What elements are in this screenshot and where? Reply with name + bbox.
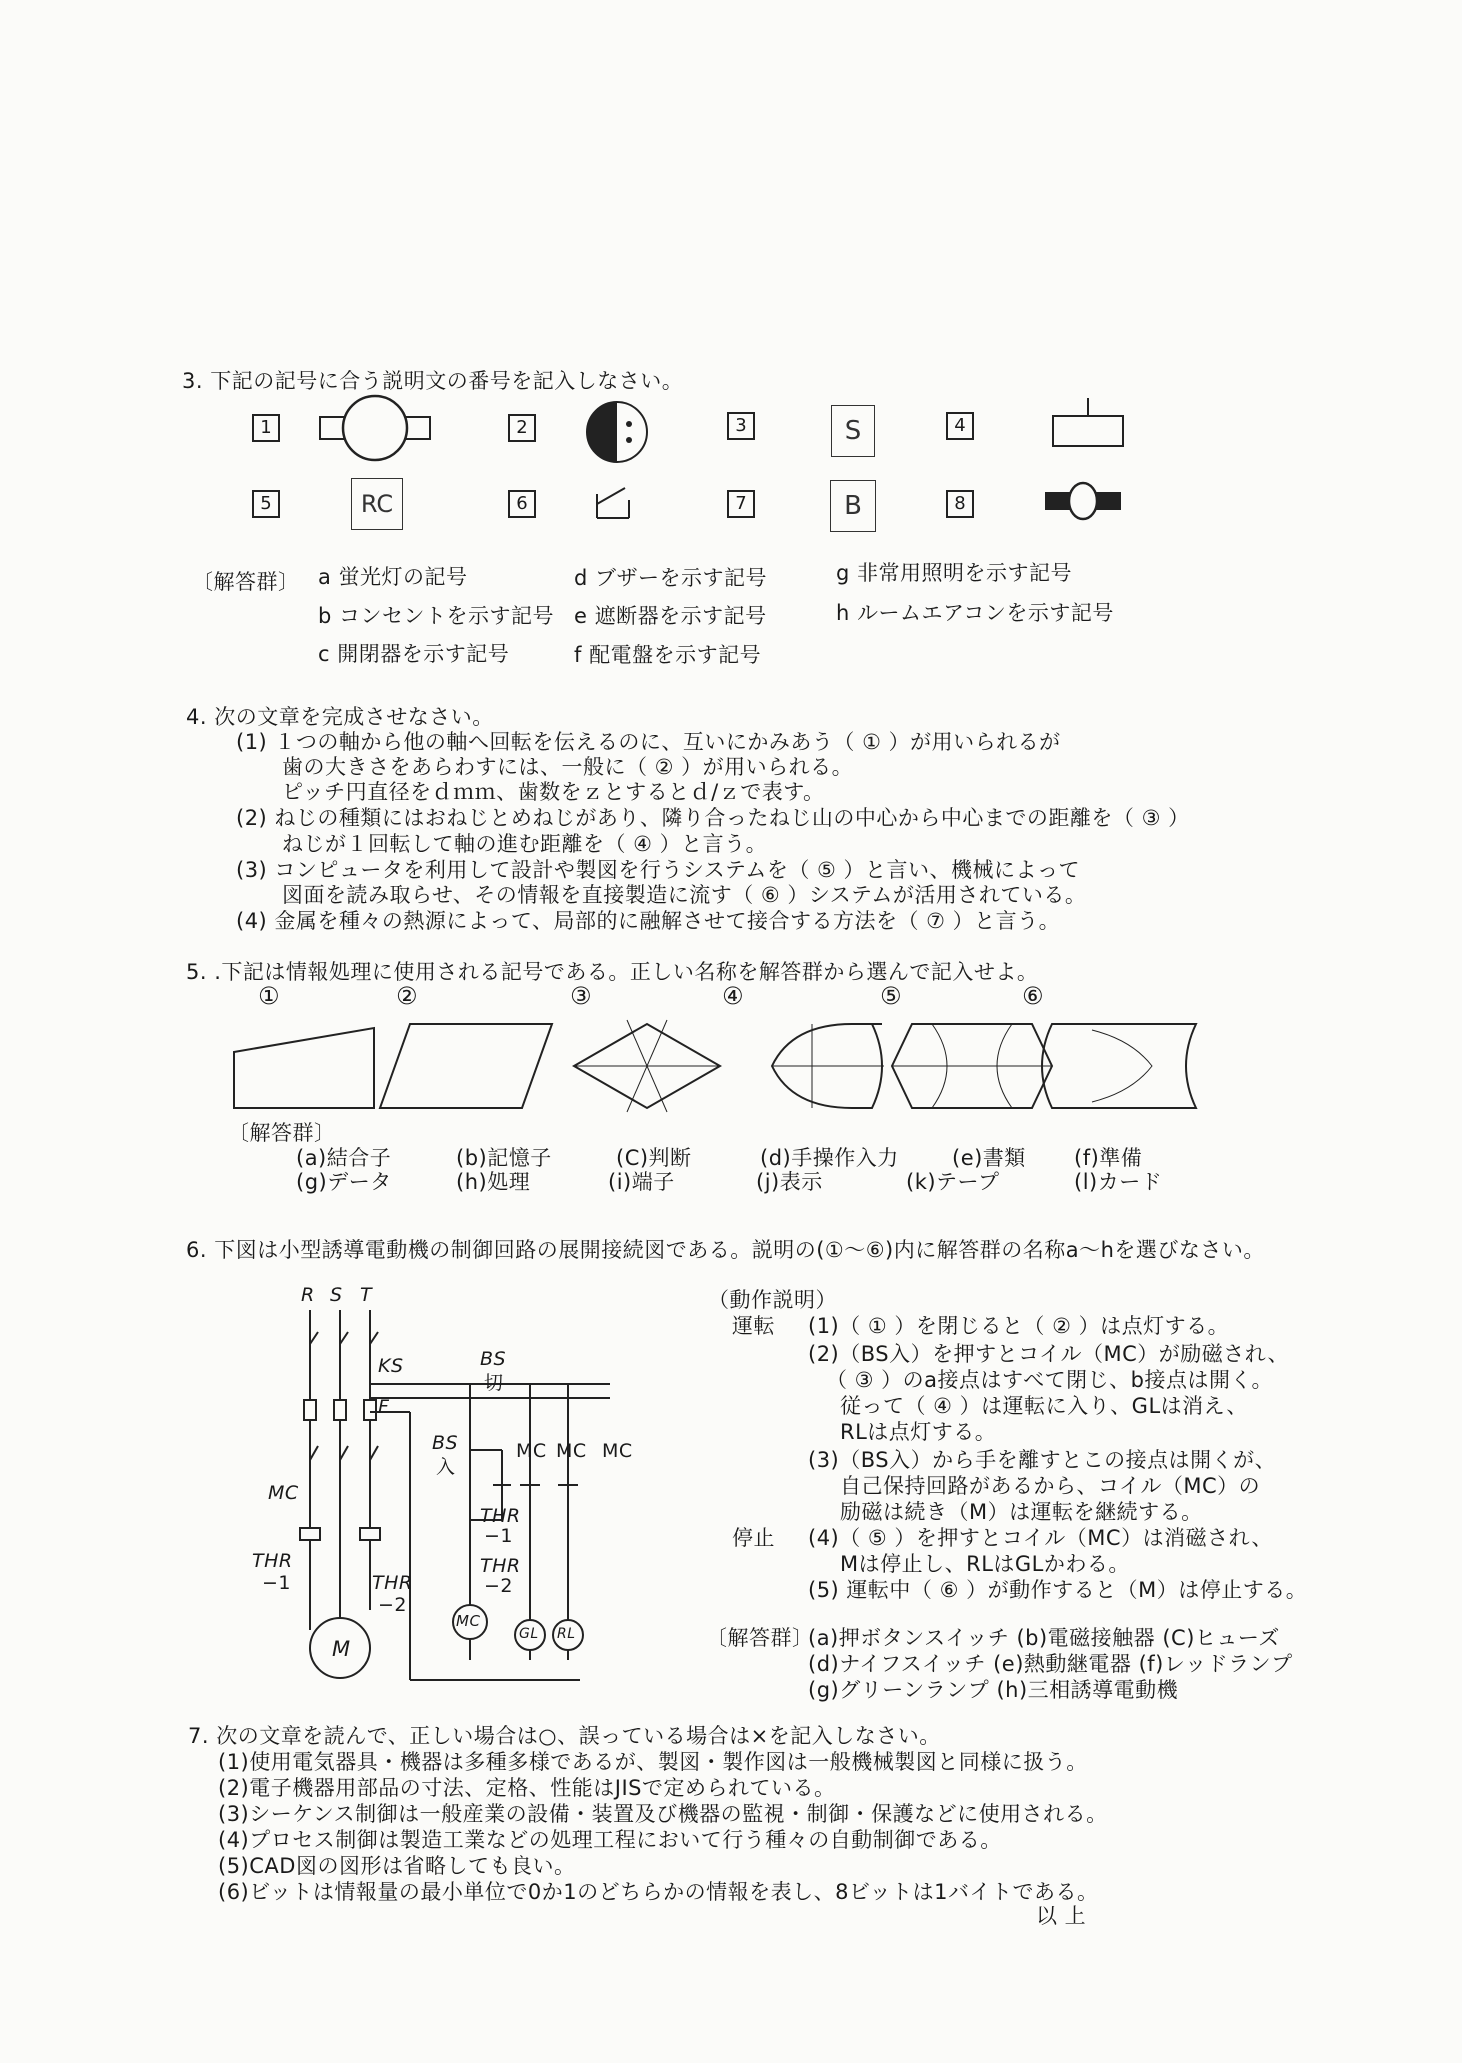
breaker-symbol <box>1045 482 1121 522</box>
q5-number-4: ④ <box>722 982 744 1010</box>
q7-line-4: (4)プロセス制御は製造工業などの処理工程において行う種々の自動制御である。 <box>218 1828 1002 1852</box>
q4-line-8: (4) 金属を種々の熱源によって、局部的に融解させて接合する方法を（ ⑦ ）と言う。 <box>236 909 1061 933</box>
bs-on-sub-label: 入 <box>436 1456 456 1478</box>
q5-answer-j: (j)表示 <box>756 1170 823 1194</box>
q3-answer-d: d ブザーを示す記号 <box>574 566 768 590</box>
q5-number-5: ⑤ <box>880 982 902 1010</box>
operation-line-7: 自己保持回路があるから、コイル（MC）の <box>840 1474 1261 1498</box>
green-lamp-label: GL <box>519 1626 539 1642</box>
q6-answers-row-3: (g)グリーンランプ (h)三相誘導電動機 <box>808 1678 1179 1702</box>
mc-main-label: MC <box>268 1482 299 1504</box>
fluorescent-lamp-symbol <box>320 395 430 465</box>
operation-line-1: (1)（ ① ）を閉じると（ ② ）は点灯する。 <box>808 1314 1230 1338</box>
q4-line-4: (2) ねじの種類にはおねじとめねじがあり、隣り合ったねじ山の中心から中心までの距離を（ ③ ） <box>236 806 1190 830</box>
q5-number-6: ⑥ <box>1022 982 1044 1010</box>
q7-line-1: (1)使用電気器具・機器は多種多様であるが、製図・製作図は一般機械製図と同様に扱う。 <box>218 1750 1088 1774</box>
q3-answer-a: a 蛍光灯の記号 <box>318 565 468 589</box>
run-label: 運転 <box>732 1314 775 1338</box>
q6-answer-label: 〔解答群〕 <box>706 1626 814 1650</box>
operation-line-6: (3)（BS入）から手を離すとこの接点は開くが、 <box>808 1448 1277 1472</box>
q3-answer-h: h ルームエアコンを示す記号 <box>836 601 1114 625</box>
phase-s-label: S <box>330 1284 343 1306</box>
operation-title: （動作説明） <box>708 1288 837 1312</box>
q7-line-5: (5)CAD図の図形は省略しても良い。 <box>218 1854 576 1878</box>
manual-input-symbol <box>234 1028 374 1108</box>
thr-contact1-label: THR <box>480 1505 521 1527</box>
control-circuit-diagram <box>250 1280 650 1700</box>
q5-answer-i: (i)端子 <box>608 1170 675 1194</box>
q6-answers-row-2: (d)ナイフスイッチ (e)熱動継電器 (f)レッドランプ <box>808 1652 1293 1676</box>
q7-title: 7. 次の文章を読んで、正しい場合は○、誤っている場合は×を記入しなさい。 <box>188 1724 941 1748</box>
operation-line-9: (4)（ ⑤ ）を押すとコイル（MC）は消磁され、 <box>808 1526 1273 1550</box>
decision-symbol <box>574 1020 720 1112</box>
q3-answer-b: b コンセントを示す記号 <box>318 604 555 628</box>
q3-answer-f: f 配電盤を示す記号 <box>574 643 762 667</box>
flowchart-symbols <box>232 1020 1312 1120</box>
preparation-symbol <box>892 1024 1052 1108</box>
stop-label: 停止 <box>732 1526 775 1550</box>
operation-line-3: （ ③ ）のa接点はすべて閉じ、b接点は開く。 <box>826 1368 1274 1392</box>
q4-line-3: ピッチ円直径をｄｍｍ、歯数をｚとするとｄ/ｚで表す。 <box>282 780 825 804</box>
mc-coil-label: MC <box>456 1612 481 1630</box>
q4-line-6: (3) コンピュータを利用して設計や製図を行うシステムを（ ⑤ ）と言い、機械によって <box>236 858 1080 882</box>
q5-answer-b: (b)記憶子 <box>456 1146 552 1170</box>
q3-number-4: 4 <box>946 412 974 440</box>
q5-number-3: ③ <box>570 982 592 1010</box>
stored-data-symbol <box>1042 1024 1196 1108</box>
switch-s-symbol: S <box>831 405 875 457</box>
buzzer-b-symbol: B <box>830 480 876 532</box>
q4-line-5: ねじが１回転して軸の進む距離を（ ④ ）と言う。 <box>282 832 768 856</box>
bs-off-label: BS <box>480 1348 507 1370</box>
display-symbol <box>772 1024 884 1108</box>
split-circle-symbol <box>585 400 649 464</box>
q3-title: 3. 下記の記号に合う説明文の番号を記入しなさい。 <box>182 369 684 393</box>
red-lamp-label: RL <box>557 1626 576 1642</box>
fuse-label: F <box>378 1396 390 1418</box>
q5-number-2: ② <box>396 982 418 1010</box>
thr2-label: THR <box>372 1572 413 1594</box>
thr2-sub-label: −2 <box>378 1594 408 1616</box>
q7-line-6: (6)ビットは情報量の最小単位で0か1のどちらかの情報を表し、8ビットは1バイトである。 <box>218 1880 1099 1904</box>
q3-answer-label: 〔解答群〕 <box>192 570 300 594</box>
thr-contact2-label: THR <box>480 1555 521 1577</box>
mc-gl-label: MC <box>556 1440 587 1462</box>
operation-line-5: RLは点灯する。 <box>840 1420 997 1444</box>
mc-hold-label: MC <box>516 1440 547 1462</box>
room-aircon-rc-symbol: RC <box>351 478 403 530</box>
knife-switch-label: KS <box>378 1355 404 1377</box>
q5-answer-e: (e)書類 <box>952 1146 1026 1170</box>
q5-title: 5. .下記は情報処理に使用される記号である。正しい名称を解答群から選んで記入せよ。 <box>186 960 1039 984</box>
thr1-label: THR <box>252 1550 293 1572</box>
q4-line-1: (1) １つの軸から他の軸へ回転を伝えるのに、互いにかみあう（ ① ）が用いられるが <box>236 730 1061 754</box>
q3-answer-e: e 遮断器を示す記号 <box>574 604 767 628</box>
operation-line-2: (2)（BS入）を押すとコイル（MC）が励磁され、 <box>808 1342 1290 1366</box>
q4-line-2: 歯の大きさをあらわすには、一般に（ ② ）が用いられる。 <box>282 755 854 779</box>
bs-off-sub-label: 切 <box>484 1372 504 1394</box>
q3-number-2: 2 <box>508 414 536 442</box>
operation-line-11: (5) 運転中（ ⑥ ）が動作すると（M）は停止する。 <box>808 1578 1308 1602</box>
q7-line-3: (3)シーケンス制御は一般産業の設備・装置及び機器の監視・制御・保護などに使用される。 <box>218 1802 1108 1826</box>
q5-answer-h: (h)処理 <box>456 1170 531 1194</box>
data-symbol <box>380 1024 552 1108</box>
q5-answer-l: (l)カード <box>1074 1170 1163 1194</box>
operation-line-10: Mは停止し、RLはGLかわる。 <box>840 1552 1130 1576</box>
q3-number-3: 3 <box>727 412 755 440</box>
q3-number-7: 7 <box>727 490 755 518</box>
q4-title: 4. 次の文章を完成させなさい。 <box>186 705 494 729</box>
q5-answer-k: (k)テープ <box>906 1170 1000 1194</box>
q6-answers-row-1: (a)押ボタンスイッチ (b)電磁接触器 (C)ヒューズ <box>808 1626 1280 1650</box>
q6-title: 6. 下図は小型誘導電動機の制御回路の展開接続図である。説明の(①～⑥)内に解答群の名称a～hを選びなさい。 <box>186 1238 1265 1262</box>
operation-line-4: 従って（ ④ ）は運転に入り、GLは消え、 <box>840 1394 1248 1418</box>
operation-line-8: 励磁は続き（M）は運転を継続する。 <box>840 1500 1203 1524</box>
q3-number-5: 5 <box>252 490 280 518</box>
thr-contact1-sub-label: −1 <box>484 1525 514 1547</box>
bs-on-label: BS <box>432 1432 459 1454</box>
q5-answer-label: 〔解答群〕 <box>228 1121 336 1145</box>
q3-number-6: 6 <box>508 490 536 518</box>
thr-contact2-sub-label: −2 <box>484 1575 514 1597</box>
q5-answer-f: (f)準備 <box>1074 1146 1143 1170</box>
q5-answer-c: (C)判断 <box>616 1146 692 1170</box>
q3-answer-g: g 非常用照明を示す記号 <box>836 561 1073 585</box>
panel-symbol <box>1052 398 1124 450</box>
phase-r-label: R <box>301 1284 315 1306</box>
q3-number-1: 1 <box>252 414 280 442</box>
knife-switch-symbol <box>595 486 635 520</box>
q5-answer-d: (d)手操作入力 <box>760 1146 899 1170</box>
q3-answer-c: c 開閉器を示す記号 <box>318 642 510 666</box>
q4-line-7: 図面を読み取らせ、その情報を直接製造に流す（ ⑥ ）システムが活用されている。 <box>282 883 1087 907</box>
q7-line-2: (2)電子機器用部品の寸法、定格、性能はJISで定められている。 <box>218 1776 836 1800</box>
thr1-sub-label: −1 <box>262 1572 292 1594</box>
q5-answer-a: (a)結合子 <box>296 1146 392 1170</box>
mc-rl-label: MC <box>602 1440 633 1462</box>
ending-label: 以 上 <box>1036 1904 1087 1928</box>
q3-number-8: 8 <box>946 490 974 518</box>
q5-answer-g: (g)データ <box>296 1170 392 1194</box>
phase-t-label: T <box>360 1284 373 1306</box>
motor-label: M <box>332 1637 351 1661</box>
q5-number-1: ① <box>258 982 280 1010</box>
